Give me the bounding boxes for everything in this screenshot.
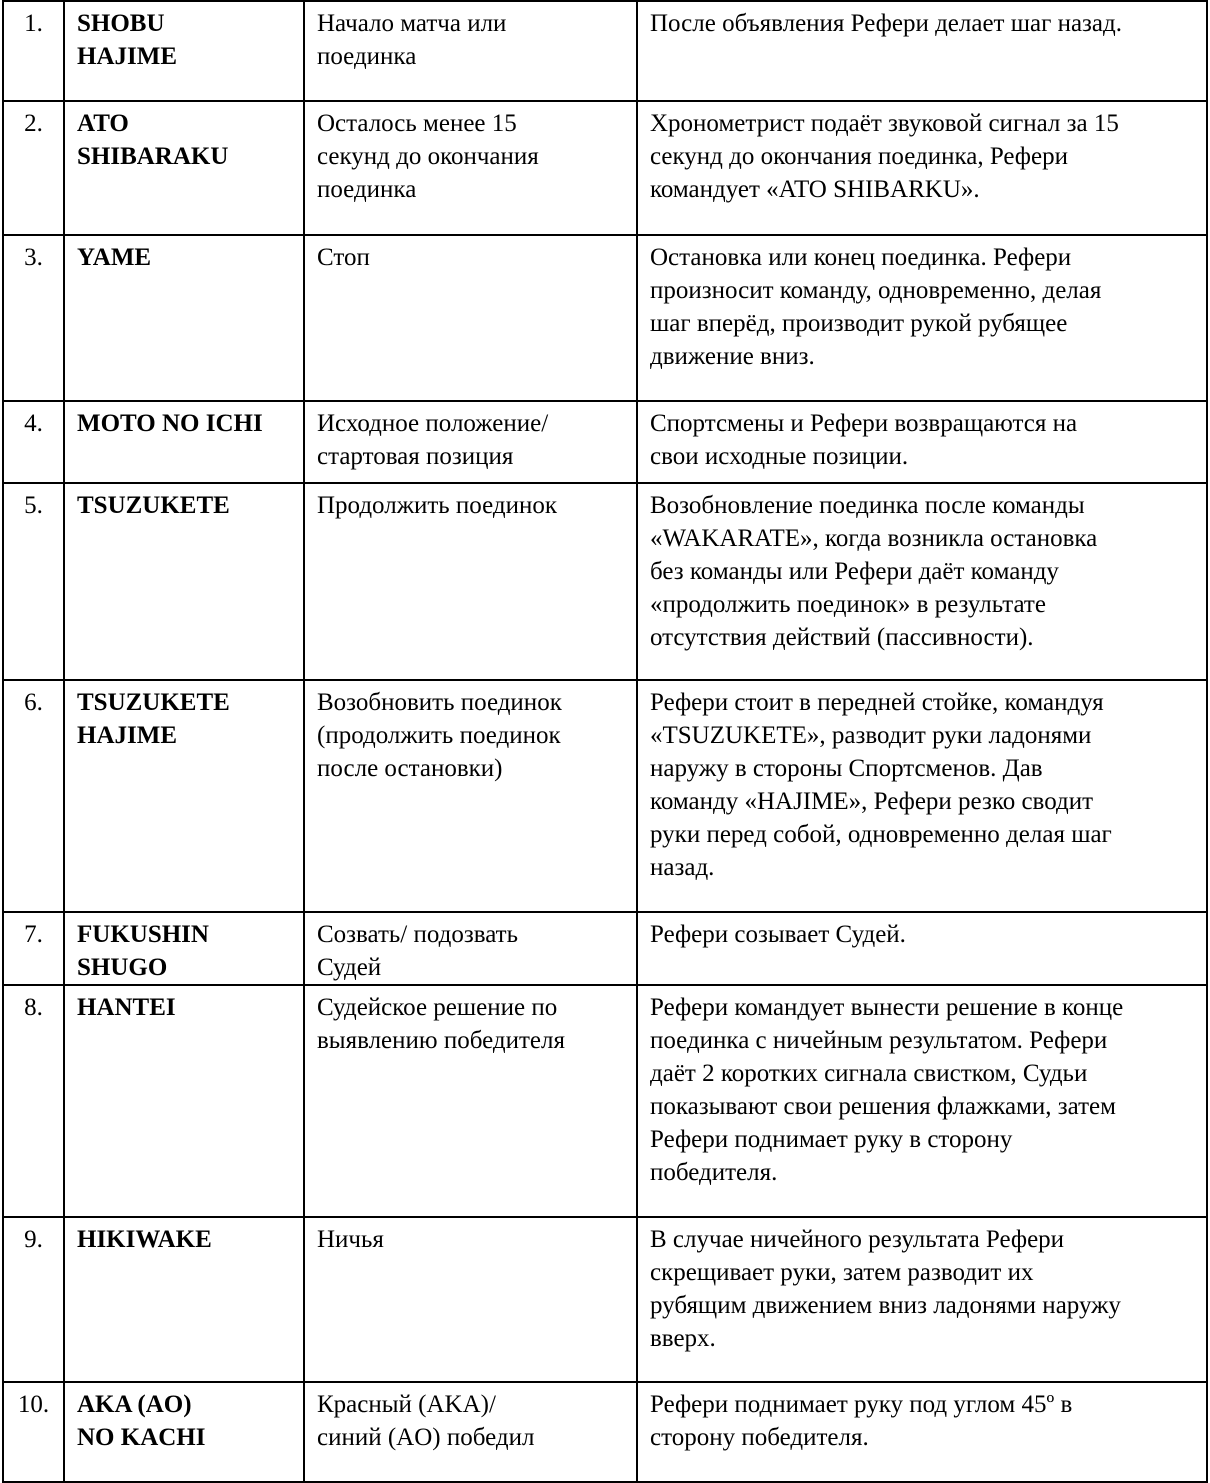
row-number: 2. (24, 110, 43, 137)
command-cell (64, 985, 304, 1217)
row-number-cell (3, 1382, 64, 1482)
meaning-text: Исходное положение/ (317, 410, 549, 437)
description-text: «TSUZUKETE», разводит руки ладонями (650, 722, 1092, 749)
row-number: 1. (24, 10, 43, 37)
description-text: назад. (650, 854, 715, 881)
command-text: HAJIME (77, 722, 177, 749)
description-cell (637, 1217, 1207, 1382)
description-text: победителя. (650, 1159, 778, 1186)
table-row (3, 401, 1207, 483)
description-cell (637, 985, 1207, 1217)
description-text: свои исходные позиции. (650, 443, 909, 470)
command-cell (64, 1, 304, 101)
description-text: «продолжить поединок» в результате (650, 591, 1046, 618)
description-cell (637, 101, 1207, 235)
description-text: Возобновление поединка после команды (650, 492, 1085, 519)
description-cell (637, 912, 1207, 985)
command-cell (64, 1382, 304, 1482)
meaning-text: поединка (317, 43, 417, 70)
meaning-cell (304, 235, 637, 401)
commands-table (2, 0, 1208, 1483)
table-row (3, 1217, 1207, 1382)
row-number: 9. (24, 1226, 43, 1253)
description-text: вверх. (650, 1325, 716, 1352)
meaning-text: секунд до окончания (317, 143, 539, 170)
table-row (3, 1382, 1207, 1482)
meaning-text: (продолжить поединок (317, 722, 561, 749)
description-cell (637, 235, 1207, 401)
meaning-cell (304, 985, 637, 1217)
description-cell (637, 483, 1207, 680)
command-text: AKA (AO) (77, 1391, 192, 1418)
description-text: скрещивает руки, затем разводит их (650, 1259, 1034, 1286)
meaning-text: после остановки) (317, 755, 503, 782)
row-number-cell (3, 401, 64, 483)
description-text: отсутствия действий (пассивности). (650, 624, 1034, 651)
row-number-cell (3, 101, 64, 235)
command-cell (64, 101, 304, 235)
row-number: 7. (24, 921, 43, 948)
description-text: секунд до окончания поединка, Рефери (650, 143, 1068, 170)
row-number-cell (3, 912, 64, 985)
row-number: 10. (17, 1391, 50, 1418)
meaning-cell (304, 1217, 637, 1382)
description-text: руки перед собой, одновременно делая шаг (650, 821, 1112, 848)
meaning-cell (304, 101, 637, 235)
command-text: MOTO NO ICHI (77, 410, 263, 437)
command-cell (64, 1217, 304, 1382)
description-cell (637, 1, 1207, 101)
meaning-text: Начало матча или (317, 10, 507, 37)
description-text: Хронометрист подаёт звуковой сигнал за 15 (650, 110, 1119, 137)
meaning-text: выявлению победителя (317, 1027, 565, 1054)
table-row (3, 985, 1207, 1217)
command-text: SHOBU (77, 10, 165, 37)
row-number: 5. (24, 492, 43, 519)
description-text: без команды или Рефери даёт команду (650, 558, 1059, 585)
row-number: 3. (24, 244, 43, 271)
command-text: SHIBARAKU (77, 143, 229, 170)
command-text: TSUZUKETE (77, 492, 230, 519)
description-text: Остановка или конец поединка. Рефери (650, 244, 1072, 271)
meaning-text: Осталось менее 15 (317, 110, 517, 137)
meaning-text: Судей (317, 954, 382, 981)
description-text: Рефери созывает Судей. (650, 921, 906, 948)
command-cell (64, 680, 304, 912)
description-text: движение вниз. (650, 343, 815, 370)
description-cell (637, 401, 1207, 483)
row-number-cell (3, 985, 64, 1217)
description-text: даёт 2 коротких сигнала свистком, Судьи (650, 1060, 1088, 1087)
description-text: Рефери поднимает руку под углом 45º в (650, 1391, 1073, 1418)
meaning-text: стартовая позиция (317, 443, 514, 470)
description-text: рубящим движением вниз ладонями наружу (650, 1292, 1121, 1319)
table-row (3, 483, 1207, 680)
row-number: 8. (24, 994, 43, 1021)
row-number-cell (3, 235, 64, 401)
description-text: поединка с ничейным результатом. Рефери (650, 1027, 1108, 1054)
description-text: командует «ATO SHIBARKU». (650, 176, 980, 203)
description-text: сторону победителя. (650, 1424, 869, 1451)
table-row (3, 912, 1207, 985)
description-text: шаг вперёд, производит рукой рубящее (650, 310, 1068, 337)
command-cell (64, 483, 304, 680)
meaning-text: Созвать/ подозвать (317, 921, 519, 948)
description-text: Рефери стоит в передней стойке, командуя (650, 689, 1104, 716)
description-text: «WAKARATE», когда возникла остановка (650, 525, 1098, 552)
meaning-text: Ничья (317, 1226, 384, 1253)
description-text: Рефери поднимает руку в сторону (650, 1126, 1013, 1153)
command-text: ATO (77, 110, 129, 137)
meaning-text: Красный (AKA)/ (317, 1391, 496, 1418)
meaning-cell (304, 680, 637, 912)
meaning-cell (304, 1, 637, 101)
table-row (3, 1, 1207, 101)
command-text: FUKUSHIN (77, 921, 209, 948)
command-text: HANTEI (77, 994, 176, 1021)
command-text: HAJIME (77, 43, 177, 70)
description-text: Рефери командует вынести решение в конце (650, 994, 1124, 1021)
description-text: наружу в стороны Спортсменов. Дав (650, 755, 1043, 782)
meaning-text: поединка (317, 176, 417, 203)
description-text: произносит команду, одновременно, делая (650, 277, 1102, 304)
command-text: YAME (77, 244, 152, 271)
table-row (3, 680, 1207, 912)
meaning-text: Судейское решение по (317, 994, 558, 1021)
table-row (3, 235, 1207, 401)
command-text: HIKIWAKE (77, 1226, 212, 1253)
command-cell (64, 401, 304, 483)
meaning-text: Стоп (317, 244, 370, 271)
meaning-text: Возобновить поединок (317, 689, 562, 716)
description-cell (637, 680, 1207, 912)
command-text: TSUZUKETE (77, 689, 230, 716)
row-number-cell (3, 483, 64, 680)
meaning-cell (304, 1382, 637, 1482)
row-number: 6. (24, 689, 43, 716)
table-row (3, 101, 1207, 235)
description-text: команду «HAJIME», Рефери резко сводит (650, 788, 1093, 815)
row-number: 4. (24, 410, 43, 437)
meaning-cell (304, 912, 637, 985)
description-text: Спортсмены и Рефери возвращаются на (650, 410, 1078, 437)
description-cell (637, 1382, 1207, 1482)
row-number-cell (3, 680, 64, 912)
command-text: NO KACHI (77, 1424, 206, 1451)
command-cell (64, 235, 304, 401)
meaning-cell (304, 483, 637, 680)
description-text: показывают свои решения флажками, затем (650, 1093, 1116, 1120)
command-text: SHUGO (77, 954, 168, 981)
command-cell (64, 912, 304, 985)
row-number-cell (3, 1, 64, 101)
row-number-cell (3, 1217, 64, 1382)
meaning-text: синий (AO) победил (317, 1424, 535, 1451)
description-text: В случае ничейного результата Рефери (650, 1226, 1065, 1253)
description-text: После объявления Рефери делает шаг назад. (650, 10, 1122, 37)
meaning-cell (304, 401, 637, 483)
meaning-text: Продолжить поединок (317, 492, 558, 519)
